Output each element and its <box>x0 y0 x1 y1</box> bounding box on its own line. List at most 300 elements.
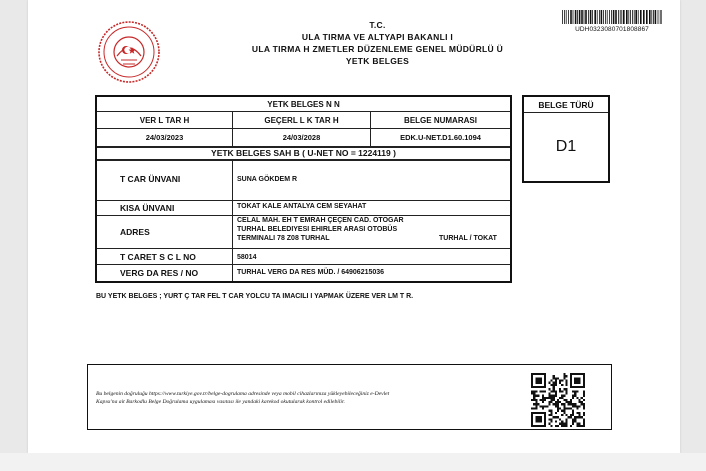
qr-module <box>561 414 563 416</box>
qr-module <box>579 382 581 384</box>
qr-module <box>563 408 565 410</box>
qr-module <box>533 373 535 375</box>
qr-module <box>548 382 550 384</box>
qr-module <box>550 390 552 392</box>
qr-module <box>557 401 559 403</box>
qr-module <box>566 375 568 377</box>
qr-module <box>531 386 533 388</box>
qr-module <box>572 405 574 407</box>
qr-module <box>531 373 533 375</box>
qr-module <box>533 397 535 399</box>
qr-module <box>576 425 578 427</box>
qr-module <box>546 397 548 399</box>
qr-module <box>535 386 537 388</box>
qr-module <box>581 386 583 388</box>
qr-module <box>561 384 563 386</box>
qr-module <box>533 399 535 401</box>
qr-module <box>572 373 574 375</box>
qr-module <box>535 425 537 427</box>
qr-module <box>531 377 533 379</box>
qr-module <box>583 425 585 427</box>
qr-module <box>531 379 533 381</box>
qr-module <box>550 421 552 423</box>
qr-module <box>579 412 581 414</box>
qr-module <box>548 401 550 403</box>
qr-module <box>576 412 578 414</box>
qr-module <box>531 399 533 401</box>
qr-module <box>544 373 546 375</box>
cert-number-value: EDK.U-NET.D1.60.1094 <box>400 133 481 142</box>
barcode-bar <box>603 10 604 24</box>
qr-module <box>563 373 565 375</box>
qr-module <box>540 382 542 384</box>
qr-module <box>566 379 568 381</box>
barcode-bar <box>588 10 589 24</box>
qr-module <box>555 421 557 423</box>
qr-module <box>576 373 578 375</box>
qr-module <box>557 399 559 401</box>
qr-module <box>531 416 533 418</box>
qr-module <box>579 423 581 425</box>
qr-module <box>531 384 533 386</box>
qr-module <box>583 408 585 410</box>
qr-module <box>555 377 557 379</box>
qr-module <box>581 403 583 405</box>
qr-module <box>574 386 576 388</box>
qr-module <box>568 403 570 405</box>
qr-module <box>535 418 537 420</box>
qr-module <box>572 421 574 423</box>
qr-module <box>544 418 546 420</box>
qr-module <box>533 408 535 410</box>
barcode-bar <box>660 10 661 24</box>
qr-module <box>542 386 544 388</box>
qr-module <box>572 395 574 397</box>
qr-module <box>550 418 552 420</box>
tax-office-value: TURHAL VERG DA RES MÜD. / 64906215036 <box>237 269 385 276</box>
qr-module <box>570 386 572 388</box>
qr-module <box>531 390 533 392</box>
qr-module <box>557 408 559 410</box>
qr-module <box>563 377 565 379</box>
qr-module <box>553 390 555 392</box>
table-line <box>97 159 510 161</box>
qr-module <box>535 399 537 401</box>
verification-line-1: Bu belgenin doğruluğu https://www.turkiye.gov.tr/belge-dogrulama adresinde veya mobil cihazlarınıza yükleyebileceğiniz e-Devlet <box>96 391 390 397</box>
qr-module <box>583 423 585 425</box>
qr-module <box>583 375 585 377</box>
qr-module <box>553 375 555 377</box>
qr-module <box>544 397 546 399</box>
qr-module <box>540 399 542 401</box>
qr-module <box>570 399 572 401</box>
qr-module <box>537 412 539 414</box>
qr-module <box>550 412 552 414</box>
barcode-bar <box>646 10 648 24</box>
qr-module <box>579 399 581 401</box>
table-line <box>524 112 608 113</box>
qr-module <box>568 416 570 418</box>
qr-module <box>540 412 542 414</box>
barcode-graphic <box>562 10 662 24</box>
qr-module <box>566 401 568 403</box>
qr-module <box>535 390 537 392</box>
qr-module <box>570 375 572 377</box>
qr-module <box>544 375 546 377</box>
qr-module <box>537 403 539 405</box>
qr-module <box>574 403 576 405</box>
qr-module <box>555 416 557 418</box>
qr-module <box>572 390 574 392</box>
qr-module <box>555 403 557 405</box>
qr-module <box>570 401 572 403</box>
qr-module <box>574 379 576 381</box>
table-line <box>97 215 510 216</box>
qr-module <box>576 377 578 379</box>
qr-module <box>544 423 546 425</box>
qr-module <box>576 416 578 418</box>
header-doc-title: YETK BELGES <box>345 56 410 66</box>
qr-module <box>563 399 565 401</box>
barcode-bar <box>564 10 565 24</box>
qr-module <box>553 395 555 397</box>
qr-module <box>563 375 565 377</box>
valid-date-value: 24/03/2028 <box>282 133 321 142</box>
qr-module <box>553 377 555 379</box>
barcode-bar <box>577 10 578 24</box>
qr-module <box>581 416 583 418</box>
short-name-label: KISA ÜNVANI <box>120 203 175 213</box>
qr-module <box>540 390 542 392</box>
qr-module <box>548 418 550 420</box>
qr-module <box>583 414 585 416</box>
qr-module <box>574 421 576 423</box>
qr-module <box>535 408 537 410</box>
barcode-bar <box>584 10 585 24</box>
qr-module <box>563 412 565 414</box>
qr-module <box>583 373 585 375</box>
barcode-bar <box>643 10 645 24</box>
barcode-bar <box>590 10 592 24</box>
qr-module <box>579 416 581 418</box>
qr-module <box>555 395 557 397</box>
qr-module <box>583 395 585 397</box>
qr-module <box>553 416 555 418</box>
address-line-1: CELAL MAH. EH T EMRAH ÇEÇEN CAD. OTOGAR <box>237 217 404 224</box>
qr-module <box>563 395 565 397</box>
qr-module <box>583 382 585 384</box>
table-line <box>232 159 233 281</box>
qr-module <box>535 421 537 423</box>
qr-module <box>574 382 576 384</box>
cert-number-header: BELGE NUMARASI <box>404 115 477 125</box>
qr-module <box>559 390 561 392</box>
qr-module <box>561 390 563 392</box>
qr-module <box>537 382 539 384</box>
qr-module <box>566 425 568 427</box>
qr-module <box>572 403 574 405</box>
qr-module <box>574 392 576 394</box>
barcode-bar <box>570 10 572 24</box>
qr-module <box>583 403 585 405</box>
qr-module <box>535 405 537 407</box>
barcode-bar <box>620 10 621 24</box>
barcode-bar <box>635 10 637 24</box>
qr-module <box>540 421 542 423</box>
barcode-bar <box>655 10 657 24</box>
qr-module <box>531 423 533 425</box>
barcode-bar <box>628 10 629 24</box>
qr-module <box>548 392 550 394</box>
qr-module <box>540 425 542 427</box>
qr-module <box>537 425 539 427</box>
qr-module <box>537 416 539 418</box>
qr-module <box>566 414 568 416</box>
qr-module <box>581 397 583 399</box>
qr-module <box>531 425 533 427</box>
barcode-bar <box>618 10 619 24</box>
qr-module <box>579 379 581 381</box>
qr-module <box>535 416 537 418</box>
qr-module <box>550 425 552 427</box>
address-city: TURHAL / TOKAT <box>439 235 497 242</box>
barcode-bar <box>605 10 606 24</box>
qr-module <box>557 405 559 407</box>
qr-module <box>557 410 559 412</box>
qr-module <box>574 390 576 392</box>
qr-module <box>576 397 578 399</box>
short-name-value: TOKAT KALE ANTALYA CEM SEYAHAT <box>237 203 367 210</box>
barcode-bar <box>634 10 635 24</box>
qr-module <box>559 379 561 381</box>
header-ministry: ULA TIRMA VE ALTYAPI BAKANLI I <box>301 32 454 42</box>
qr-module <box>540 416 542 418</box>
qr-module <box>557 425 559 427</box>
header-tc: T.C. <box>369 20 386 30</box>
qr-module <box>531 392 533 394</box>
authorization-notice: BU YETK BELGES ; YURT Ç TAR FEL T CAR YOLCU TA IMACILI I YAPMAK ÜZERE VER LM T R. <box>96 293 414 300</box>
qr-module <box>559 418 561 420</box>
tax-office-label: VERG DA RES / NO <box>120 268 199 278</box>
qr-module <box>579 425 581 427</box>
qr-module <box>544 379 546 381</box>
qr-module <box>576 408 578 410</box>
qr-module <box>570 384 572 386</box>
qr-module <box>542 405 544 407</box>
issue-date-header: VER L TAR H <box>139 115 190 125</box>
qr-module <box>574 418 576 420</box>
qr-module <box>542 390 544 392</box>
registry-label: T CARET S C L NO <box>120 252 196 262</box>
qr-module <box>570 373 572 375</box>
qr-module <box>576 379 578 381</box>
qr-module <box>555 392 557 394</box>
qr-module <box>555 379 557 381</box>
qr-module <box>576 390 578 392</box>
qr-module <box>555 425 557 427</box>
qr-module <box>544 412 546 414</box>
qr-module <box>579 414 581 416</box>
qr-module <box>566 382 568 384</box>
qr-module <box>533 412 535 414</box>
qr-module <box>531 421 533 423</box>
qr-module <box>535 395 537 397</box>
qr-module <box>548 395 550 397</box>
qr-module <box>553 397 555 399</box>
qr-module <box>561 397 563 399</box>
qr-module <box>542 395 544 397</box>
qr-module <box>574 377 576 379</box>
qr-module <box>583 421 585 423</box>
qr-module <box>540 418 542 420</box>
qr-module <box>537 386 539 388</box>
qr-module <box>563 425 565 427</box>
qr-module <box>537 395 539 397</box>
qr-module <box>535 403 537 405</box>
qr-module <box>535 382 537 384</box>
qr-module <box>533 392 535 394</box>
qr-module <box>574 405 576 407</box>
qr-module <box>583 412 585 414</box>
barcode-bar <box>581 10 583 24</box>
qr-module <box>561 423 563 425</box>
qr-module <box>531 418 533 420</box>
qr-module <box>572 418 574 420</box>
qr-module <box>553 388 555 390</box>
qr-module <box>561 395 563 397</box>
barcode-bar <box>632 10 633 24</box>
qr-module <box>583 399 585 401</box>
qr-module <box>533 390 535 392</box>
qr-module <box>570 408 572 410</box>
address-line-2: TURHAL BELEDIYESI EHIRLER ARASI OTOBÜS <box>237 226 398 233</box>
qr-module <box>555 412 557 414</box>
qr-module <box>566 390 568 392</box>
qr-module <box>544 399 546 401</box>
cert-type-title: BELGE TÜRÜ <box>538 100 594 110</box>
qr-module <box>566 421 568 423</box>
qr-module <box>533 403 535 405</box>
qr-module <box>555 382 557 384</box>
qr-module <box>537 373 539 375</box>
qr-module <box>555 405 557 407</box>
qr-module <box>550 399 552 401</box>
qr-module <box>542 412 544 414</box>
barcode-bar <box>599 10 600 24</box>
qr-module <box>544 414 546 416</box>
qr-module <box>570 414 572 416</box>
qr-module <box>563 423 565 425</box>
qr-module <box>561 379 563 381</box>
qr-module <box>553 386 555 388</box>
qr-module <box>570 379 572 381</box>
qr-module <box>563 403 565 405</box>
qr-module <box>561 421 563 423</box>
qr-module <box>583 390 585 392</box>
table-line <box>97 200 510 201</box>
qr-module <box>557 377 559 379</box>
barcode-bar <box>615 10 617 24</box>
qr-module <box>579 405 581 407</box>
barcode-bar <box>562 10 563 24</box>
qr-module <box>553 382 555 384</box>
qr-module <box>548 410 550 412</box>
qr-module <box>576 423 578 425</box>
qr-module <box>544 421 546 423</box>
qr-module <box>570 425 572 427</box>
qr-module <box>540 379 542 381</box>
qr-module <box>557 403 559 405</box>
qr-module <box>579 386 581 388</box>
qr-code-graphic[interactable] <box>531 373 585 427</box>
qr-module <box>546 405 548 407</box>
qr-module <box>550 401 552 403</box>
qr-module <box>537 418 539 420</box>
barcode-bar <box>623 10 625 24</box>
address-line-3: TERMINALI 78 Z08 TURHAL <box>237 235 330 242</box>
qr-module <box>572 410 574 412</box>
table-line <box>97 264 510 265</box>
barcode-bar <box>601 10 603 24</box>
qr-module <box>555 401 557 403</box>
qr-module <box>535 401 537 403</box>
qr-module <box>570 382 572 384</box>
qr-module <box>572 397 574 399</box>
qr-module <box>542 408 544 410</box>
barcode-bar <box>592 10 593 24</box>
qr-module <box>583 392 585 394</box>
barcode-bar <box>611 10 612 24</box>
barcode-bar <box>613 10 615 24</box>
qr-module <box>566 388 568 390</box>
qr-module <box>566 418 568 420</box>
barcode-bar <box>579 10 581 24</box>
qr-module <box>579 377 581 379</box>
barcode-bar <box>640 10 642 24</box>
qr-module <box>583 379 585 381</box>
qr-module <box>531 408 533 410</box>
qr-module <box>531 375 533 377</box>
qr-module <box>548 403 550 405</box>
qr-module <box>576 386 578 388</box>
qr-module <box>566 408 568 410</box>
qr-module <box>548 397 550 399</box>
qr-module <box>533 395 535 397</box>
barcode-bar <box>630 10 631 24</box>
verification-text <box>96 390 516 406</box>
qr-module <box>574 373 576 375</box>
valid-date-header: GEÇERL L K TAR H <box>264 115 339 125</box>
qr-module <box>533 386 535 388</box>
qr-module <box>544 405 546 407</box>
qr-module <box>548 388 550 390</box>
qr-module <box>540 386 542 388</box>
qr-module <box>553 399 555 401</box>
qr-module <box>553 384 555 386</box>
table-line <box>97 248 510 249</box>
qr-module <box>576 405 578 407</box>
qr-module <box>583 384 585 386</box>
trade-name-value: SUNA GÖKDEM R <box>237 176 298 183</box>
qr-module <box>550 384 552 386</box>
barcode-bar <box>651 10 652 24</box>
ministry-seal-logo <box>97 20 161 84</box>
qr-module <box>559 401 561 403</box>
qr-module <box>566 399 568 401</box>
qr-module <box>550 395 552 397</box>
qr-module <box>572 423 574 425</box>
qr-module <box>544 416 546 418</box>
